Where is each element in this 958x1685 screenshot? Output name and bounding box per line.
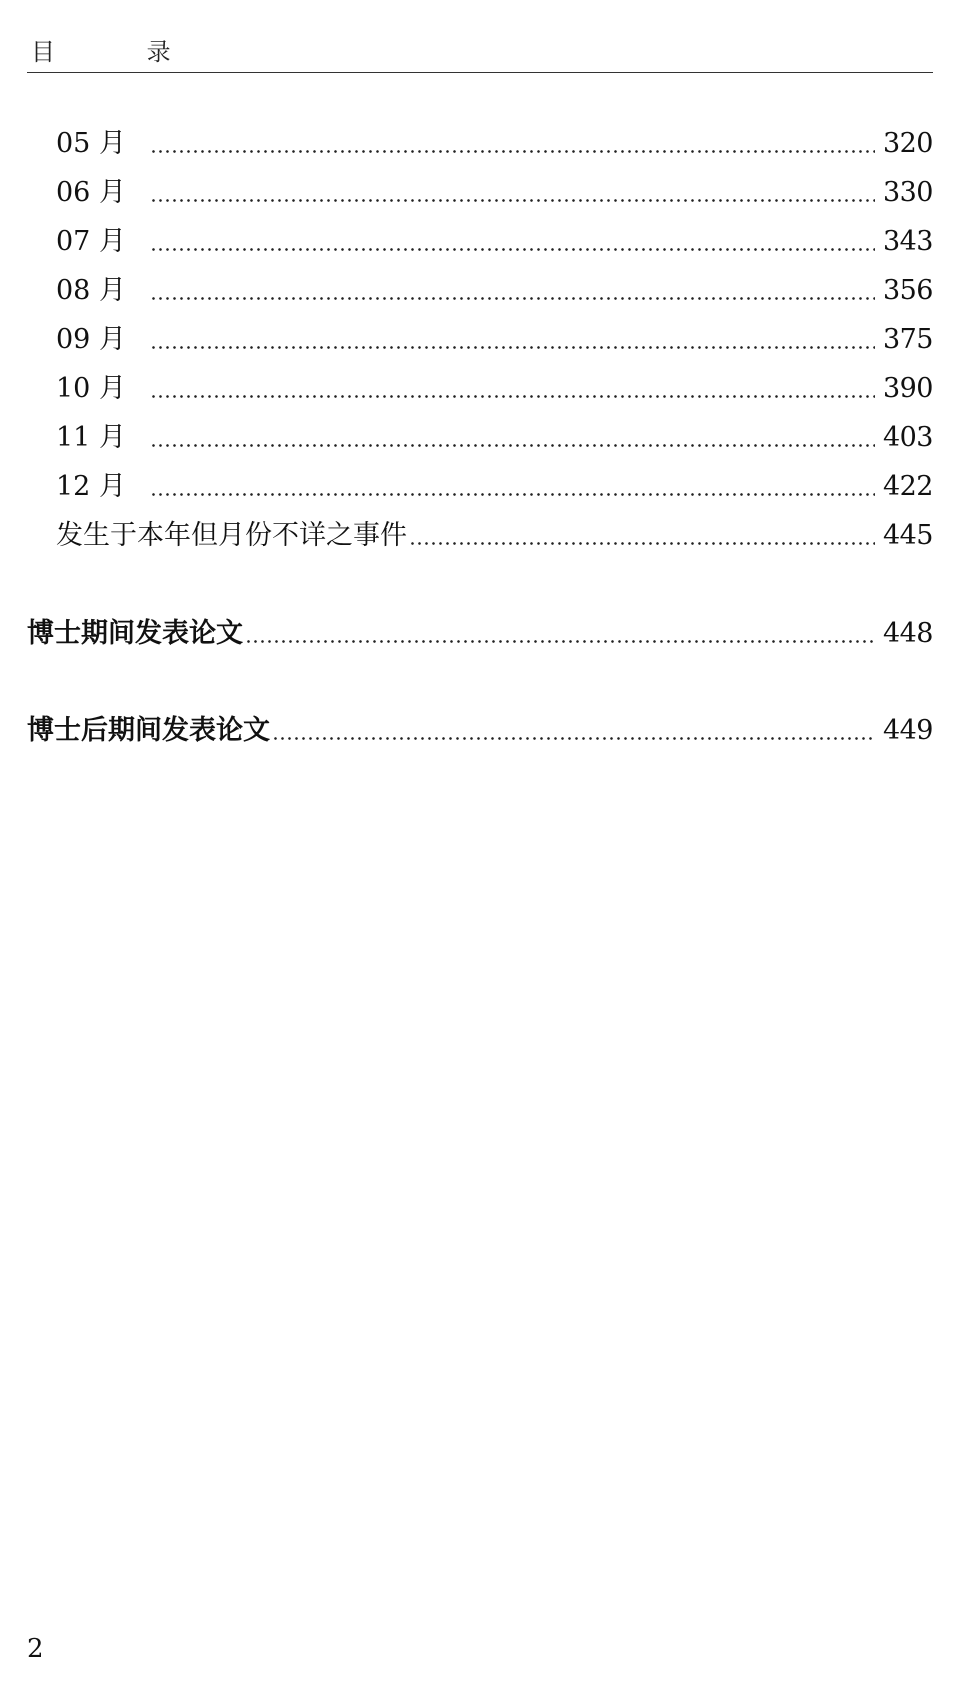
toc-entry-08[interactable]	[56, 274, 933, 308]
toc-entry-07[interactable]	[56, 225, 933, 259]
toc-section-label: 博士期间发表论文	[27, 618, 243, 649]
toc-entry-11[interactable]	[56, 421, 933, 455]
toc-entry-label: 06 月	[56, 177, 126, 208]
toc-entry-label: 05 月	[56, 128, 126, 159]
toc-entry-unknown-month[interactable]	[56, 519, 933, 553]
toc-entry-page: 403	[882, 422, 933, 453]
running-header	[27, 18, 933, 73]
toc-entry-page: 375	[882, 324, 933, 355]
toc-entry-label: 12 月	[56, 471, 126, 502]
dot-leader	[150, 470, 875, 504]
toc-entry-12[interactable]	[56, 470, 933, 504]
dot-leader	[150, 274, 875, 308]
toc-entry-label: 10 月	[56, 373, 126, 404]
dot-leader	[272, 714, 875, 748]
toc-section-page: 449	[882, 715, 933, 746]
header-title: 目 录	[31, 38, 213, 66]
toc-entry-label: 07 月	[56, 226, 126, 257]
toc-entry-page: 330	[882, 177, 933, 208]
toc-entry-06[interactable]	[56, 176, 933, 210]
dot-leader	[150, 127, 875, 161]
toc-entry-09[interactable]	[56, 323, 933, 357]
toc-entry-page: 343	[882, 226, 933, 257]
dot-leader	[150, 225, 875, 259]
toc-section-label: 博士后期间发表论文	[27, 715, 270, 746]
dot-leader	[150, 421, 875, 455]
toc-entry-page: 320	[882, 128, 933, 159]
toc-entry-phd-papers[interactable]	[27, 617, 933, 651]
dot-leader	[245, 617, 875, 651]
toc-entry-postdoc-papers[interactable]	[27, 714, 933, 748]
dot-leader	[150, 323, 875, 357]
toc-entry-page: 390	[882, 373, 933, 404]
dot-leader	[409, 519, 875, 553]
page-number: 2	[27, 1634, 44, 1664]
toc-entry-label: 09 月	[56, 324, 126, 355]
toc-entry-label: 08 月	[56, 275, 126, 306]
dot-leader	[150, 372, 875, 406]
toc-entry-page: 445	[882, 520, 933, 551]
toc-entry-page: 356	[882, 275, 933, 306]
toc-entry-10[interactable]	[56, 372, 933, 406]
toc-entry-label: 发生于本年但月份不详之事件	[56, 520, 407, 551]
toc-entry-page: 422	[882, 471, 933, 502]
dot-leader	[150, 176, 875, 210]
toc-entry-05[interactable]	[56, 127, 933, 161]
toc-section-page: 448	[882, 618, 933, 649]
toc-entry-label: 11 月	[56, 422, 126, 453]
